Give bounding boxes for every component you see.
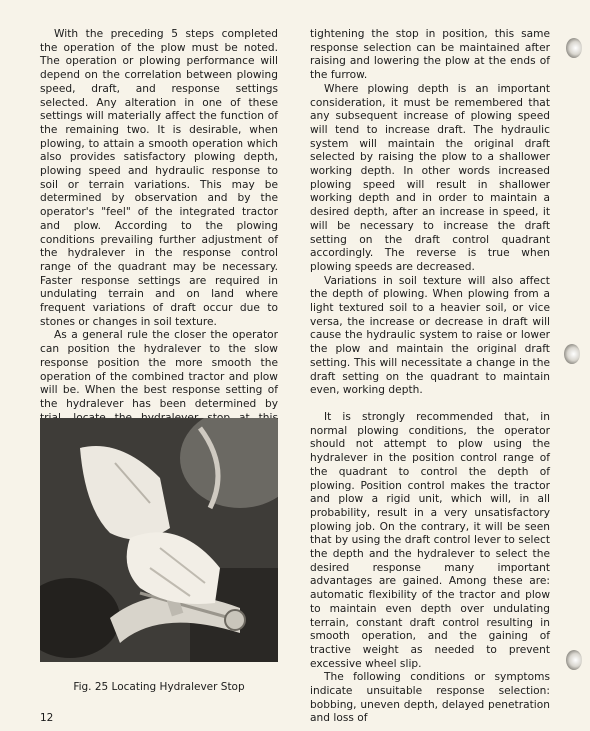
paragraph: It is strongly recommended that, in normal plowing conditions, the operator should not attempt to plow using the hydralever in the position control range of the quadrant to control the depth of plowing. Position control makes the tractor and plow a rigid unit, which will, in all probability, result in a very unsatisfactory plowing job. On the contrary, it will be seen that by using the draft control lever to select the depth and the hydralever to select the desired response many important advantages are gained. Among these are: automatic flexibility of the tractor and plow to maintain even depth over undulating terrain, constant draft control resulting in smooth operation, and the gaining of tractive weight as needed to prevent excessive wheel slip. <box>310 410 550 670</box>
figure-photo <box>40 418 278 662</box>
paragraph: As a general rule the closer the operator can position the hydralever to the slow response position the more smooth the operation of the combined tractor and plow will be. When the best response setting of the hydralever has been determined by <box>40 329 278 410</box>
paragraph-gap <box>310 398 550 411</box>
page-number: 12 <box>40 712 54 724</box>
paragraph: tightening the stop in position, this same response selection can be maintained after raising and lowering the plow at the ends of the furrow. <box>310 28 550 82</box>
hands-on-quadrant-illustration <box>40 418 278 662</box>
binder-hole-icon <box>566 38 582 58</box>
figure-caption: Fig. 25 Locating Hydralever Stop <box>73 681 245 693</box>
left-column <box>40 28 278 439</box>
paragraph: The following conditions or symptoms indicate unsuitable response selection: bobbing, uneven depth, delayed penetration and loss of <box>310 671 550 725</box>
right-column <box>310 28 550 726</box>
paragraph: Where plowing depth is an important consideration, it must be remembered that any subsequent increase of plowing speed will tend to increase draft. The hydraulic system will maintain the original draft selected by raising the plow to a shallower working depth. In other words increased plowing speed will result in shallower working depth and in order to maintain a desired depth, after an increase in speed, it will be necessary to increase the draft setting on the draft control quadrant accordingly. The reverse is true when plowing speeds are decreased. <box>310 82 550 273</box>
paragraph: Variations in soil texture will also affect the depth of plowing. When plowing from a light textured soil to a heavier soil, or vice versa, the increase or decrease in draft will cause the hydraulic system to raise or lower the plow and maintain the original draft setting. This will necessitate a change in the draft setting on the quadrant to maintain even, working depth. <box>310 274 550 397</box>
paragraph: With the preceding 5 steps completed the operation of the plow must be noted. The operation or plowing performance will depend on the correlation between plowing speed, draft, and response settings selected. Any alteration in one of these settings will materially affect the function of the remaining two. It is desirable, when plowing, to attain a smooth operation which also provides satisfactory plowing depth, plowing speed and hydraulic response to soil or terrain variations. This may be determined by observation and by the operator's "feel" of the integrated tractor and plow. According to the plowing conditions prevailing further adjustment of the hydralever in the response control range of the quadrant may be necessary. Faster response settings are required in undulating terrain and on land where frequent variations of draft occur due to stones or changes in soil texture. <box>40 28 278 328</box>
binder-hole-icon <box>566 650 582 670</box>
binder-hole-icon <box>564 344 580 364</box>
